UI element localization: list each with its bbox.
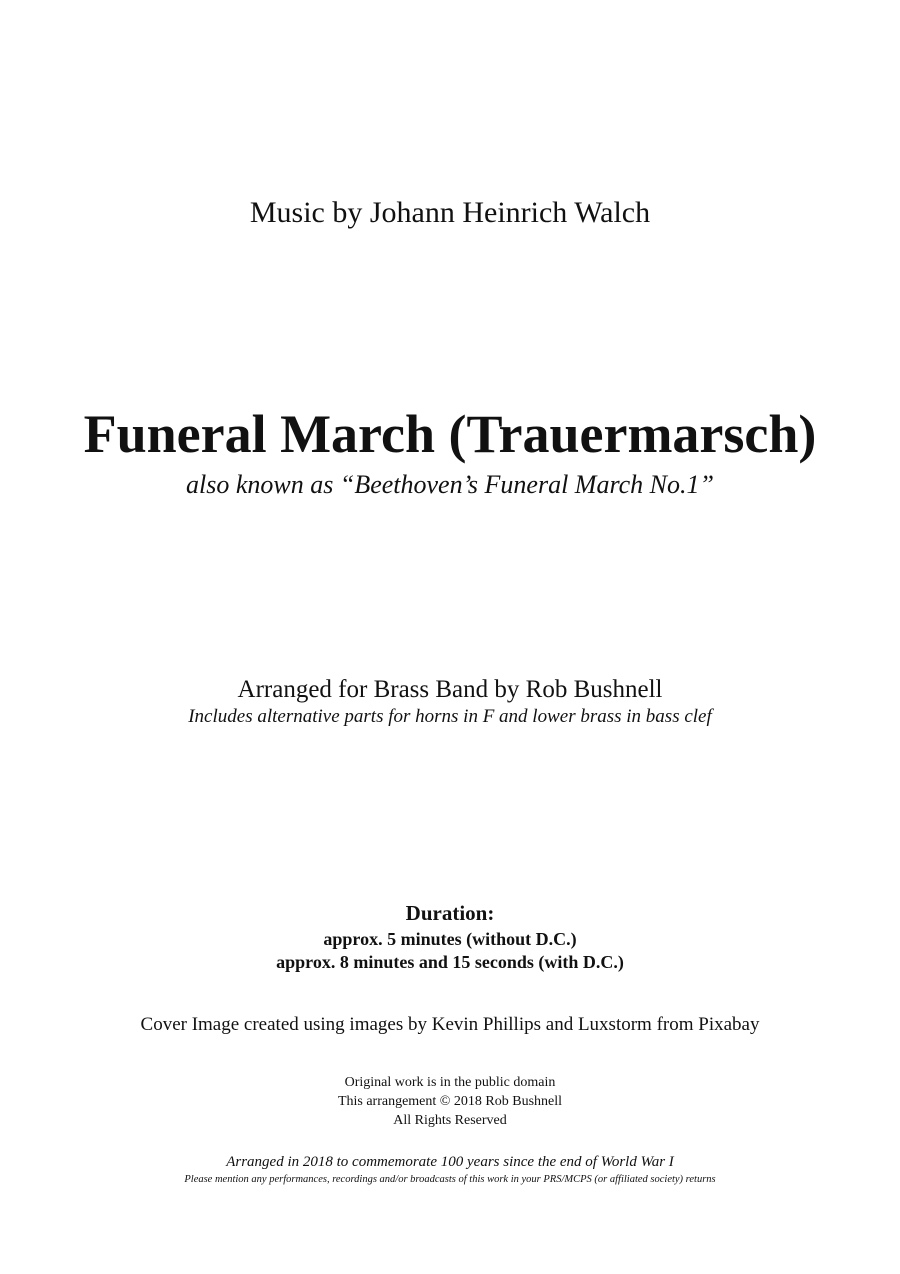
composer-credit: Music by Johann Heinrich Walch: [249, 196, 651, 229]
public-domain-note: Original work is in the public domain: [344, 1075, 556, 1090]
duration-heading: Duration:: [405, 901, 495, 925]
page-subtitle: also known as “Beethoven’s Funeral March No.1”: [186, 470, 714, 499]
arranger-credit: Arranged for Brass Band by Rob Bushnell: [237, 676, 663, 703]
commemoration-note: Arranged in 2018 to commemorate 100 years since the end of World War I: [226, 1154, 674, 1170]
page-title: Funeral March (Trauermarsch): [83, 404, 817, 464]
copyright-note: This arrangement © 2018 Rob Bushnell: [337, 1094, 563, 1109]
duration-with-dc: approx. 8 minutes and 15 seconds (with D.C.): [276, 952, 624, 972]
arranger-note: Includes alternative parts for horns in F and lower brass in bass clef: [188, 706, 712, 727]
duration-without-dc: approx. 5 minutes (without D.C.): [323, 929, 577, 949]
rights-note: All Rights Reserved: [393, 1113, 507, 1128]
prs-note: Please mention any performances, recordings and/or broadcasts of this work in your PRS/MCPS (or affiliated society) returns: [184, 1174, 716, 1185]
cover-image-credit: Cover Image created using images by Kevin Phillips and Luxstorm from Pixabay: [140, 1014, 760, 1035]
